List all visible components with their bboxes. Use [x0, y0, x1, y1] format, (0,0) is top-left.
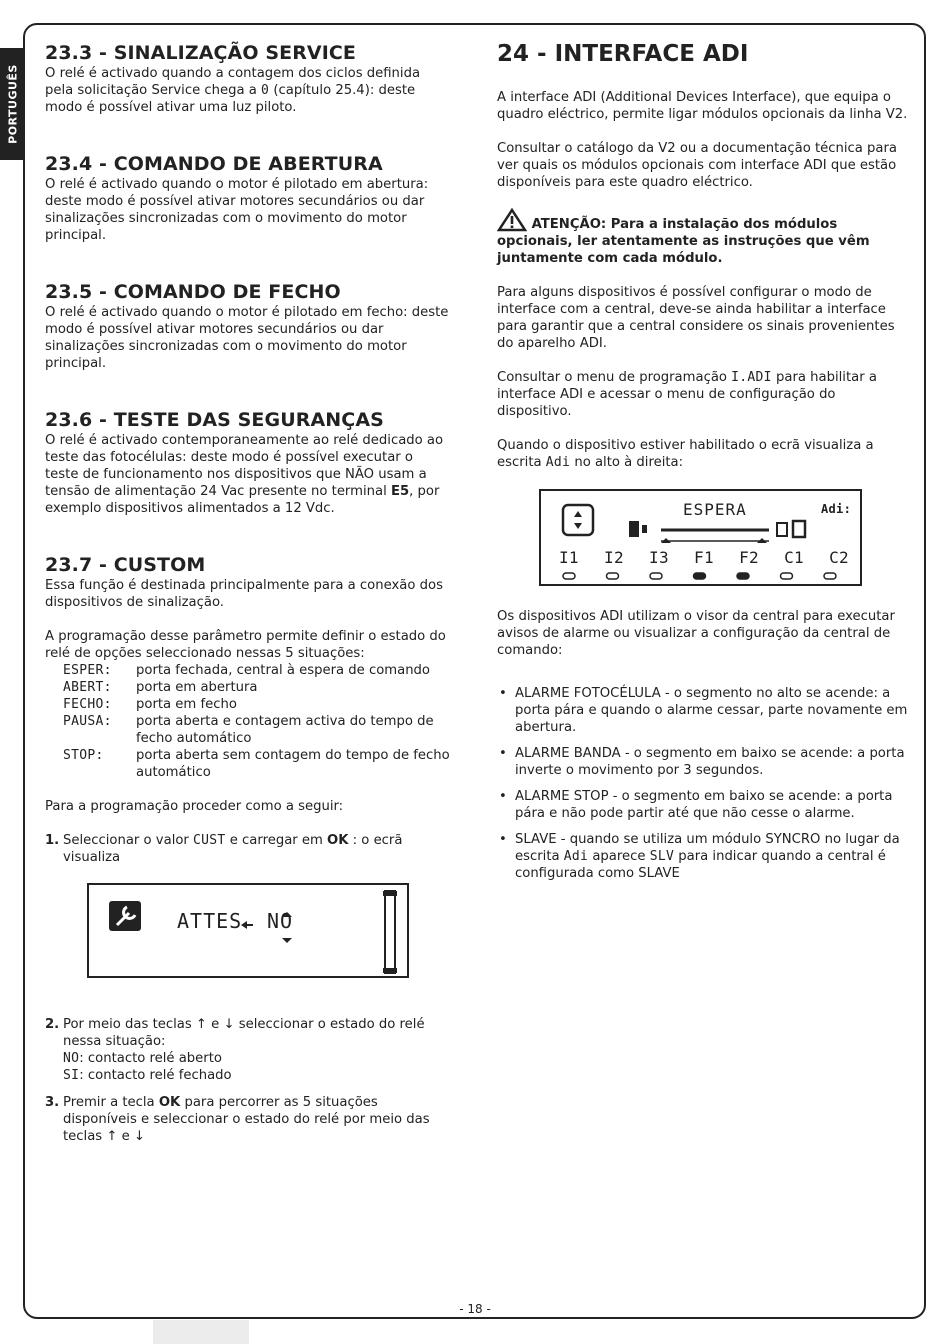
paragraph: Consultar o catálogo da V2 ou a documentação técnica para ver quais os módulos opcionais com interface ADI que estão disponíveis para este quadro eléctrico.: [497, 141, 897, 190]
wrench-icon: [109, 901, 141, 931]
arrow-left-icon: [241, 921, 253, 929]
section-text: Essa função é destinada principalmente para a conexão dos dispositivos de sinalização.: [45, 578, 443, 610]
indicator-label: F2: [739, 548, 759, 567]
list-item: • SLAVE - quando se utiliza um módulo SYNCRO no lugar da escrita Adi aparece SLV para indicar quando a central é configurada como SLAVE: [497, 831, 912, 882]
section-text: O relé é activado quando o motor é pilotado em abertura: deste modo é possível ativar motores secundários ou dar sinalizações sincronizadas com o movimento do motor principal.: [45, 177, 429, 243]
section-text: A programação desse parâmetro permite definir o estado do relé de opções seleccionado nessas 5 situações:: [45, 629, 446, 661]
paragraph: Os dispositivos ADI utilizam o visor da central para executar avisos de alarme ou visualizar a configuração da central de comando:: [497, 609, 895, 658]
paragraph: Para alguns dispositivos é possível configurar o modo de interface com a central, deve-se ainda habilitar a interface para garantir que a central considere os sinais provenientes do aparelho ADI.: [497, 285, 895, 351]
section-title: 23.4 - COMANDO DE ABERTURA: [45, 153, 383, 175]
indicator-marks: [563, 573, 836, 579]
battery-icon: [629, 521, 647, 537]
language-tab: [0, 48, 25, 160]
list-item: • ALARME FOTOCÉLULA - o segmento no alto se acende: a porta pára e quando o alarme cessar, parte novamente em abertura.: [497, 685, 912, 736]
section-title: 23.3 - SINALIZAÇÃO SERVICE: [45, 42, 357, 64]
page-number: - 18 -: [459, 1302, 491, 1316]
indicator-label: C2: [829, 548, 849, 567]
progress-bar-graphic: [661, 530, 769, 543]
right-column: [497, 39, 912, 891]
section-text: O relé é activado contemporaneamente ao relé dedicado ao teste das fotocélulas: deste modo é possível executar o teste de funcionamento nos dispositivos que NÃO usam a tensão de alimentação 24 Vac presente no terminal E5, por exemplo dispositivos alimentados a 12 Vdc.: [45, 433, 444, 516]
options-list: [63, 662, 450, 781]
indicator-row: [559, 549, 849, 566]
list-item: • ALARME STOP - o segmento em baixo se acende: a porta pára e não pode partir até que não cesse o alarme.: [497, 788, 912, 822]
paragraph: A interface ADI (Additional Devices Interface), que equipa o quadro eléctrico, permite ligar módulos opcionais da linha V2.: [497, 90, 908, 122]
section-text: Para a programação proceder como a seguir:: [45, 799, 344, 814]
adi-badge: Adi:: [821, 502, 852, 516]
lcd-status: ESPERA: [683, 500, 747, 519]
option-row: ESPER: porta fechada, central à espera de comando: [63, 663, 430, 678]
indicator-mark: [563, 573, 575, 579]
indicator-label: I2: [604, 548, 624, 567]
warning-icon: [497, 208, 527, 232]
section-title: 23.5 - COMANDO DE FECHO: [45, 281, 341, 303]
language-label: PORTUGUÊS: [6, 64, 19, 144]
option-row: PAUSA: porta aberta e contagem activa do tempo de fecho automático: [63, 714, 434, 746]
indicator-label: I3: [649, 548, 669, 567]
section-23-4: [45, 152, 450, 244]
step-1: 1. Seleccionar o valor CUST e carregar em OK : o ecrã visualiza: [45, 833, 403, 865]
scrollbar-graphic: [383, 891, 397, 973]
option-row: STOP: porta aberta sem contagem do tempo de fecho automático: [63, 748, 450, 780]
option-row: ABERT: porta em abertura: [63, 680, 258, 695]
arrow-up-icon: ↑: [195, 1017, 207, 1032]
section-23-7: [45, 553, 450, 1145]
arrow-down-icon: ↓: [223, 1017, 235, 1032]
indicator-mark: [650, 573, 662, 579]
arrow-down-icon: ↓: [133, 1129, 145, 1144]
section-23-6: [45, 408, 450, 517]
indicator-mark: [824, 573, 836, 579]
paragraph: Consultar o menu de programação I.ADI para habilitar a interface ADI e acessar o menu de configuração do dispositivo.: [497, 370, 877, 419]
option-row: FECHO: porta em fecho: [63, 697, 237, 712]
section-title: 23.6 - TESTE DAS SEGURANÇAS: [45, 409, 384, 431]
warning-note: ATENÇÃO: Para a instalação dos módulos opcionais, ler atentamente as instruções que vêm juntamente com cada módulo.: [497, 208, 912, 267]
section-text: O relé é activado quando o motor é pilotado em fecho: deste modo é possível ativar motores secundários ou dar sinalizações sincronizadas com o movimento do motor principal.: [45, 305, 449, 371]
paragraph: Quando o dispositivo estiver habilitado o ecrã visualiza a escrita Adi no alto à direita:: [497, 438, 874, 470]
step-3: 3. Premir a tecla OK para percorrer as 5 situações disponíveis e seleccionar o estado do relé por meio das teclas ↑ e ↓: [45, 1095, 430, 1144]
step-2: 2. Por meio das teclas ↑ e ↓ seleccionar o estado do relé nessa situação: NO: contacto relé aberto SI: contacto relé fechado: [45, 1017, 425, 1083]
indicator-mark: [607, 573, 619, 579]
section-text: O relé é activado quando a contagem dos ciclos definida pela solicitação Service chega a 0 (capítulo 25.4): deste modo é possível ativar uma luz piloto.: [45, 66, 421, 115]
indicator-mark: [737, 573, 749, 579]
indicator-mark: [694, 573, 706, 579]
lcd-text: ATTES: [177, 909, 243, 933]
section-23-3: [45, 41, 450, 116]
segment-icons: [777, 521, 805, 537]
arrow-up-icon: ↑: [106, 1129, 118, 1144]
section-title: 23.7 - CUSTOM: [45, 554, 206, 576]
indicator-mark: [781, 573, 793, 579]
left-column: [45, 41, 450, 1145]
lcd-display-attes: [87, 883, 409, 978]
lcd-value: NO: [267, 909, 294, 933]
indicator-label: F1: [694, 548, 714, 567]
gate-icon: [563, 505, 593, 535]
lcd-display-graphic: [89, 885, 407, 976]
indicator-label: I1: [559, 548, 579, 567]
alarm-list: [497, 685, 912, 882]
lcd-display-adi: [539, 489, 862, 586]
section-title: 24 - INTERFACE ADI: [497, 41, 749, 67]
list-item: • ALARME BANDA - o segmento em baixo se acende: a porta inverte o movimento por 3 segundos.: [497, 745, 912, 779]
indicator-label: C1: [784, 548, 804, 567]
footer-tab: [153, 1320, 249, 1344]
section-23-5: [45, 280, 450, 372]
